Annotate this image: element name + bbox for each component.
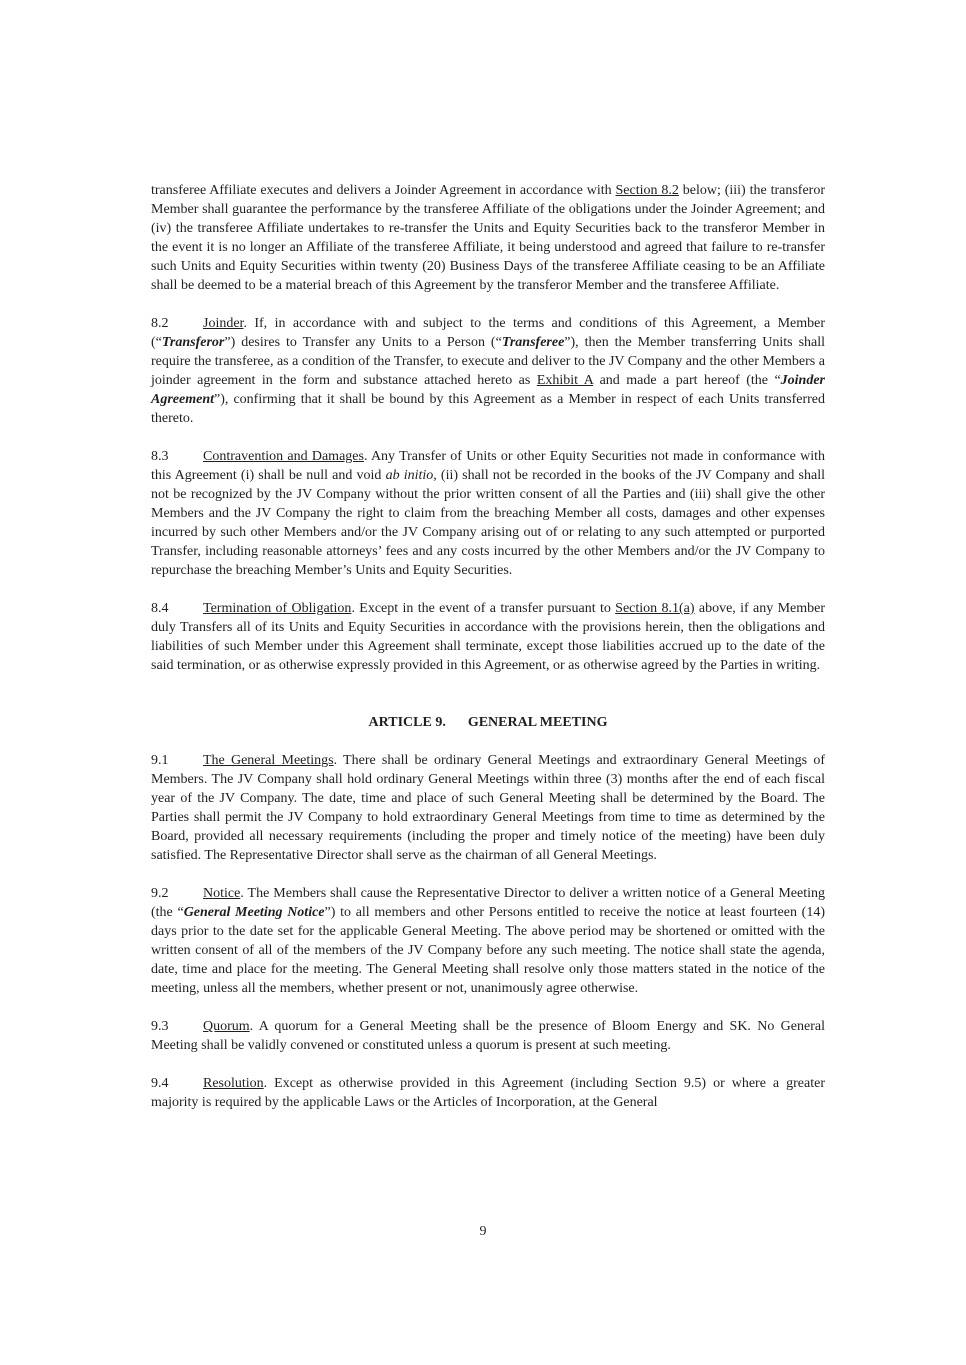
section-8-4: 8.4 Termination of Obligation. Except in the event of a transfer pursuant to Section 8.1(a) above, if any Member duly Transfers all of its Units and Equity Securities in accordance with the provisions herein, then the obligations and liabilities of such Member under this Agreement shall terminate, except those liabilities accrued up to the date of the said termination, or as otherwise expressly provided in this Agreement, or as otherwise agreed by the Parties in writing. — [151, 601, 825, 673]
section-number: 8.3 — [151, 449, 169, 464]
section-heading: Resolution — [203, 1076, 264, 1091]
section-9-3: 9.3 Quorum. A quorum for a General Meeting shall be the presence of Bloom Energy and SK. No General Meeting shall be validly convened or constituted unless a quorum is present at such meeting. — [151, 1019, 825, 1053]
section-heading: Joinder — [203, 316, 244, 331]
section-heading: Notice — [203, 886, 241, 901]
section-number: 8.4 — [151, 601, 169, 616]
section-8-2-reference: Section 8.2 — [615, 183, 679, 198]
section-8-1a-reference: Section 8.1(a) — [615, 601, 695, 616]
section-number: 9.3 — [151, 1019, 169, 1034]
article-label: ARTICLE 9. — [368, 715, 446, 730]
defined-term: Joinder Agreement — [151, 373, 825, 407]
section-number: 9.1 — [151, 753, 169, 768]
page-number: 9 — [479, 1224, 487, 1239]
section-9-1: 9.1 The General Meetings. There shall be ordinary General Meetings and extraordinary General Meetings of Members. The JV Company shall hold ordinary General Meetings within three (3) months after the end of each fiscal year of the JV Company. The date, time and place of such General Meeting shall be determined by the Board. The Parties shall permit the JV Company to hold extraordinary General Meetings from time to time as determined by the Board, provided all necessary requirements (including the proper and timely notice of the meeting) have been duly satisfied. The Representative Director shall serve as the chairman of all General Meetings. — [151, 753, 825, 863]
section-heading: The General Meetings — [203, 753, 334, 768]
section-9-2: 9.2 Notice. The Members shall cause the Representative Director to deliver a written notice of a General Meeting (the “General Meeting Notice”) to all members and other Persons entitled to receive the notice at least fourteen (14) days prior to the date set for the applicable General Meeting. The above period may be shortened or omitted with the written consent of all of the members of the JV Company before any such meeting. The notice shall state the agenda, date, time and place for the meeting. The General Meeting shall resolve only those matters stated in the notice of the meeting, unless all the members, whether present or not, unanimously agree otherwise. — [151, 886, 825, 996]
article-title: GENERAL MEETING — [467, 715, 608, 730]
latin-term: ab initio — [385, 468, 434, 483]
article-heading — [151, 713, 825, 732]
document-body — [151, 181, 825, 1112]
defined-term: Transferor — [161, 335, 225, 350]
section-8-3: 8.3 Contravention and Damages. Any Transfer of Units or other Equity Securities not made in conformance with this Agreement (i) shall be null and void ab initio, (ii) shall not be recorded in the books of the JV Company and shall not be recognized by the JV Company without the prior written consent of all the Parties and (iii) shall give the other Members and the JV Company the right to claim from the breaching Member all costs, damages and other expenses incurred by such other Members and/or the JV Company arising out of or relating to any such attempted or purported Transfer, including reasonable attorneys’ fees and any costs incurred by the other Members and/or the JV Company to repurchase the breaching Member’s Units and Equity Securities. — [151, 449, 826, 578]
section-heading: Contravention and Damages — [203, 449, 364, 464]
defined-term: General Meeting Notice — [183, 905, 325, 920]
section-heading: Quorum — [203, 1019, 250, 1034]
defined-term: Transferee — [501, 335, 565, 350]
section-number: 8.2 — [151, 316, 169, 331]
section-number: 9.2 — [151, 886, 169, 901]
section-8-2: 8.2 Joinder. If, in accordance with and subject to the terms and conditions of this Agreement, a Member (“Transferor”) desires to Transfer any Units to a Person (“Transferee”), then the Member transferring Units shall require the transferee, as a condition of the Transfer, to execute and deliver to the JV Company and the other Members a joinder agreement in the form and substance attached hereto as Exhibit A and made a part hereof (the “Joinder Agreement”), confirming that it shall be bound by this Agreement as a Member in respect of each Units transferred thereto. — [151, 316, 826, 426]
section-heading: Termination of Obligation — [203, 601, 352, 616]
section-9-4: 9.4 Resolution. Except as otherwise provided in this Agreement (including Section 9.5) or where a greater majority is required by the applicable Laws or the Articles of Incorporation, at the General — [151, 1076, 825, 1110]
carry-over-paragraph: transferee Affiliate executes and delivers a Joinder Agreement in accordance with Section 8.2 below; (iii) the transferor Member shall guarantee the performance by the transferee Affiliate of the obligations under the Joinder Agreement; and (iv) the transferee Affiliate undertakes to re-transfer the Units and Equity Securities back to the transferor Member in the event it is no longer an Affiliate of the transferee Affiliate, it being understood and agreed that failure to re-transfer such Units and Equity Securities within twenty (20) Business Days of the transferee Affiliate ceasing to be an Affiliate shall be deemed to be a material breach of this Agreement by the transferor Member and the transferee Affiliate. — [151, 183, 825, 293]
exhibit-reference: Exhibit A — [536, 373, 594, 388]
section-number: 9.4 — [151, 1076, 169, 1091]
